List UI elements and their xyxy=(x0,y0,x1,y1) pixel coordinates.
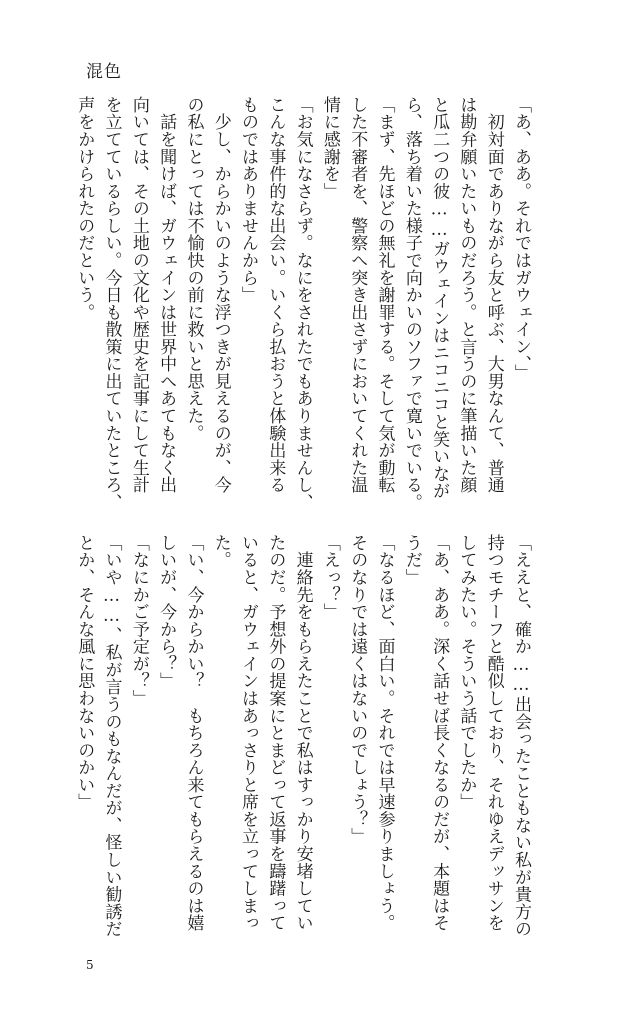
text-column: と瓜二つの彼……ガウェインはニコニコと笑いなが xyxy=(429,96,450,500)
text-column: 「なにかご予定が？」 xyxy=(128,534,149,707)
text-column: は勘弁願いたいものだろう。と言うのに筆描いた顔 xyxy=(456,96,477,494)
text-column: 「ええと、確か……出会ったこともない私が貴方の xyxy=(511,534,531,938)
text-column: 「いや……、私が言うのもなんだが、怪しい勧誘だ xyxy=(101,534,122,938)
text-column: 連絡先をもらえたことで私はすっかり安堵してい xyxy=(292,534,313,932)
text-block-top xyxy=(74,96,534,516)
text-column: たのだ。予想外の提案にとまどって返事を躊躇って xyxy=(265,534,286,932)
text-column: うだ」 xyxy=(401,534,422,586)
text-column: 声をかけられたのだという。 xyxy=(74,96,95,321)
text-column: 「お気になさらず。なにをされたでもありませんし、 xyxy=(292,96,313,511)
text-block-bottom xyxy=(74,534,534,954)
page-number: 5 xyxy=(86,958,94,972)
chapter-title: 混色 xyxy=(86,62,122,82)
text-column: を立てているらしい。今日も散策に出ていたところ、 xyxy=(101,96,122,511)
text-column: た。 xyxy=(210,534,231,569)
text-column: とか、そんな風に思わないのかい」 xyxy=(74,534,95,811)
text-column: 「まず、先ほどの無礼を謝罪する。そして気が動転 xyxy=(374,96,395,494)
text-column: 「なるほど、面白い。それでは早速参りましょう。 xyxy=(374,534,395,932)
text-column: ものではありませんから」 xyxy=(238,96,259,304)
text-column: そのなりでは遠くはないのでしょう？」 xyxy=(347,534,368,846)
text-column: 情に感謝を」 xyxy=(319,96,340,200)
text-column: した不審者を、警察へ突き出さずにおいてくれた温 xyxy=(347,96,368,494)
text-column: いると、ガウェインはあっさりと席を立ってしまっ xyxy=(238,534,259,932)
text-column: 持つモチーフと酷似しており、それゆえデッサンを xyxy=(483,534,504,932)
text-column: 「あ、ああ。深く話せば長くなるのだが、本題はそ xyxy=(429,534,450,932)
text-column: 少し、からかいのような浮つきが見えるのが、今 xyxy=(210,96,231,494)
text-column: 「えっ？」 xyxy=(319,534,340,621)
text-column: 向いては、その土地の文化や歴史を記事にして生計 xyxy=(128,96,149,494)
text-column: 「い、今からかい？ もちろん来てもらえるのは嬉 xyxy=(183,534,204,932)
text-column: 話を聞けば、ガウェインは世界中へあてもなく出 xyxy=(156,96,177,494)
text-column: してみたい。そういう話でしたか」 xyxy=(456,534,477,811)
text-column: 「あ、ああ。それではガウェイン、」 xyxy=(511,96,531,382)
text-column: の私にとっては不愉快の前に救いと思えた。 xyxy=(183,96,204,442)
text-column: 初対面でありながら友と呼ぶ、大男なんて、普通 xyxy=(483,96,504,494)
text-column: こんな事件的な出会い。いくら払おうと体験出来る xyxy=(265,96,286,494)
text-column: ら、落ち着いた様子で向かいのソファで寛いでいる。 xyxy=(401,96,422,511)
text-column: しいが、今から？」 xyxy=(156,534,177,690)
